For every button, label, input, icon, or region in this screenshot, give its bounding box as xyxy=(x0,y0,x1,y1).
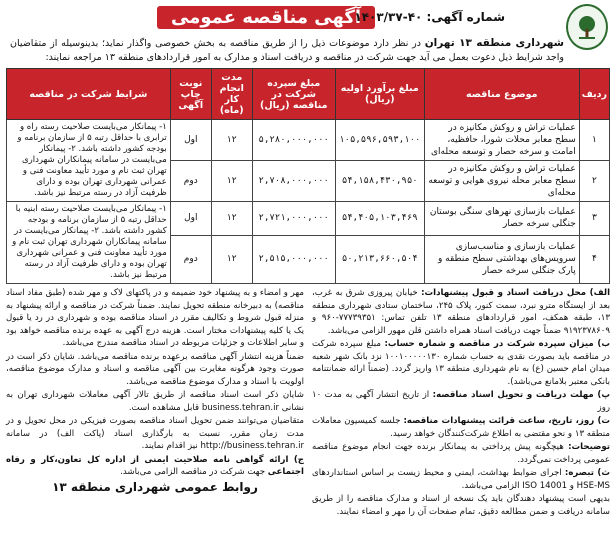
row-print: دوم xyxy=(170,161,211,202)
row-no: ۴ xyxy=(579,235,609,283)
detail-paragraph: ضمناً هزینه انتشار آگهی مناقصه برعهده برنده مناقصه می‌باشد. شایان ذکر است در صورت وجود هرگونه مغایرت بین آگهی مناقصه و اسناد و مدارک موضوع مناقصه، اولویت با اسناد و مدارک موضوع مناقصه می‌باشد. xyxy=(6,351,304,387)
row-duration: ۱۲ xyxy=(211,235,252,283)
row-conditions: ۱- پیمانکار می‌بایست صلاحیت رسته ابنیه با حداقل رتبه ۵ از سازمان برنامه و بودجه کشور داشته باشد. ۲- پیمانکار می‌بایست در سامانه پیمانکاران شهرداری تهران ثبت نام و مورد تأیید معاونت فنی و عمرانی شهرداری تهران بوده و دارای ظرفیت آزاد در رسته مرتبط نیز باشد. xyxy=(7,202,171,284)
detail-paragraph: ت) روز، تاریخ، ساعت قرائت پیشنهادات مناقصه: جلسه کمیسیون معاملات منطقه ۱۳ و نحو مقتضی به اطلاع شرکت‌کنندگان خواهد رسید. xyxy=(312,416,611,439)
row-deposit: ۲,۷۰۸,۰۰۰,۰۰۰ xyxy=(252,161,335,202)
col-header-row-no: ردیف xyxy=(579,69,609,120)
col-header-subject: موضوع مناقصه xyxy=(424,69,579,120)
row-print: اول xyxy=(170,120,211,161)
row-subject: عملیات تراش و روکش مکانیزه در سطح معابر محلات شورا، حافظیه، امامت و سرخه حصار و توسعه محله‌ای xyxy=(424,120,579,161)
row-subject: عملیات بازسازی نهرهای سنگی بوستان جنگلی سرخه حصار xyxy=(424,202,579,236)
detail-paragraph: ب) میزان سپرده شرکت در مناقصه و شماره حساب: مبلغ سپرده شرکت در مناقصه باید بصورت نقدی به حساب شماره ۱۰۰۱۰۰۰۰۰۱۳۰ نزد بانک شهر شعبه میدان امام حسین (ع) به نام شهرداری منطقه ۱۳ واریز گردد. (ضمناً ارائه ضمانتنامه بانکی معتبر بلامانع می‌باشد). xyxy=(312,339,610,387)
row-no: ۲ xyxy=(579,161,609,202)
ad-number: شماره آگهی: ۴۰-۱۴۰۳/۳۷ xyxy=(354,10,505,24)
row-no: ۱ xyxy=(579,120,609,161)
detail-paragraph: الف) محل دریافت اسناد و قبول پیشنهادات: خیابان پیروزی شرق به غرب، بعد از ایستگاه مترو نبرد، سمت کنور، پلاک ۲۴۵، ساختمان ستادی شهرداری منطقه ۱۳، طبقه همکف، امور قراردادهای منطقه ۱۳ تلفن تماس: ۷۷۷۳۹۳۵۱-۹۶۰ و ۹۱۹۲۳۷۸۶۰۹ ضمناً جهت دریافت اسناد همراه داشتن قلن مهور الزامی می‌باشد. xyxy=(312,288,611,336)
row-estimate: ۵۰,۲۱۳,۶۶۰,۵۰۴ xyxy=(335,235,424,283)
row-estimate: ۵۴,۴۰۵,۱۰۳,۴۶۹ xyxy=(335,202,424,236)
details-right-column xyxy=(312,287,610,519)
detail-paragraph: متقاضیان می‌توانند ضمن تحویل اسناد مناقصه بصورت فیزیکی در محل تحویل و در مدت زمان مقرر، نسبت به بارگذاری اسناد (پاکت الف) در سامانه http://business.tehran.ir نیز اقدام نمایند. xyxy=(6,416,304,451)
table-row xyxy=(7,120,610,161)
detail-paragraph: پ) مهلت دریافت و تحویل اسناد مناقصه: از تاریخ انتشار آگهی به مدت ۱۰ روز xyxy=(312,390,610,413)
col-header-deposit: مبلغ سپرده شرکت در مناقصه (ریال) xyxy=(252,69,335,120)
col-header-print: نوبت چاپ آگهی xyxy=(170,69,211,120)
row-deposit: ۲,۵۱۵,۰۰۰,۰۰۰ xyxy=(252,235,335,283)
row-duration: ۱۲ xyxy=(211,161,252,202)
row-subject: عملیات تراش و روکش مکانیزه در سطح معابر محله نیروی هوایی و توسعه محله‌ای xyxy=(424,161,579,202)
footer-signature: روابط عمومی شهرداری منطقه ۱۳ xyxy=(52,479,258,494)
details-columns xyxy=(6,287,610,519)
ad-title-banner: آگهی مناقصه عمومی xyxy=(157,6,375,29)
table-header-row xyxy=(7,69,610,120)
municipality-logo xyxy=(566,4,608,50)
col-header-estimate: مبلغ برآورد اولیه (ریال) xyxy=(335,69,424,120)
details-left-column xyxy=(6,287,304,519)
intro-body: در نظر دارد موضوعات ذیل را از طریق مناقصه به بخش خصوصی واگذار نماید؛ بدینوسیله از متقاضیان واجد شرایط ذیل دعوت بعمل می آید جهت شرکت در مناقصه و دریافت اسناد و مدارک به امور قراردادهای منطقه ۱۳ مراجعه نمایند: xyxy=(10,38,564,63)
row-subject: عملیات بازسازی و مناسب‌سازی سرویس‌های بهداشتی سطح منطقه و پارک جنگلی سرخه حصار xyxy=(424,235,579,283)
tender-table xyxy=(6,68,610,284)
row-estimate: ۵۴,۱۵۸,۴۳۰,۹۵۰ xyxy=(335,161,424,202)
row-print: دوم xyxy=(170,235,211,283)
detail-paragraph: توضیحات: هیچگونه پیش پرداختی به پیمانکار برنده جهت انجام موضوع مناقصه عمومی پرداخت نمی‌گردد. xyxy=(312,442,611,465)
org-name: شهرداری منطقه ۱۳ تهران xyxy=(424,37,565,49)
detail-paragraph: مهر و امضاء و به پیشنهاد خود ضمیمه و در پاکتهای لاک و مهر شده (طبق مفاد اسناد مناقصه) به دبیرخانه منطقه تحویل نمایند. ضمناً شرکت در مناقصه و ارائه پیشنهاد به منزله قبول شروط و تکالیف مقرر در اسناد مناقصه بوده و شهرداری در رد یا قبول یک یا کلیه پیشنهادات مختار است. هزینه درج آگهی به عهده برنده مناقصه خواهد بود و سایر اطلاعات و جزئیات مربوطه در اسناد مناقصه مندرج می‌باشد. xyxy=(6,288,304,348)
row-deposit: ۲,۷۲۱,۰۰۰,۰۰۰ xyxy=(252,202,335,236)
tree-emblem-icon xyxy=(572,12,602,42)
col-header-conditions: شرایط شرکت در مناقصه xyxy=(7,69,171,120)
row-no: ۳ xyxy=(579,202,609,236)
header xyxy=(6,4,610,36)
row-estimate: ۱۰۵,۵۹۶,۵۹۳,۱۰۰ xyxy=(335,120,424,161)
col-header-duration: مدت انجام کار (ماه) xyxy=(211,69,252,120)
table-row xyxy=(7,202,610,236)
row-print: اول xyxy=(170,202,211,236)
detail-paragraph: ث) تبصره: اجرای ضوابط بهداشت، ایمنی و محیط زیست بر اساس استانداردهای HSE-MS و ISO 14001 الزامی می‌باشد. xyxy=(312,468,610,491)
row-deposit: ۵,۲۸۰,۰۰۰,۰۰۰ xyxy=(252,120,335,161)
detail-paragraph: ج) ارائه گواهی نامه صلاحیت ایمنی از اداره کل تعاون،کار و رفاه اجتماعی جهت شرکت در مناقصه الزامی می‌باشد. xyxy=(6,454,304,477)
detail-paragraph: شایان ذکر است اسناد مناقصه از طریق تالار آگهی معاملات شهرداری تهران به نشانی business.tehran.ir قابل مشاهده است. xyxy=(6,390,304,413)
row-duration: ۱۲ xyxy=(211,120,252,161)
intro-text xyxy=(10,36,564,65)
row-duration: ۱۲ xyxy=(211,202,252,236)
row-conditions: ۱- پیمانکار می‌بایست صلاحیت رسته راه و ترابری با حداقل رتبه ۵ از سازمان برنامه و بودجه کشور داشته باشد. ۲- پیمانکار می‌بایست در سامانه پیمانکاران شهرداری تهران ثبت نام و مورد تأیید معاونت فنی و عمرانی شهرداری تهران بوده و دارای ظرفیت آزاد در رسته مرتبط نیز باشد. xyxy=(7,120,171,202)
detail-paragraph: بدیهی است پیشنهاد دهندگان باید یک نسخه از اسناد و مدارک مناقصه را از طریق سامانه دریافت و ضمن مطالعه دقیق، تمام صفحات آن را مهر و امضاء نمایند. xyxy=(312,494,610,517)
